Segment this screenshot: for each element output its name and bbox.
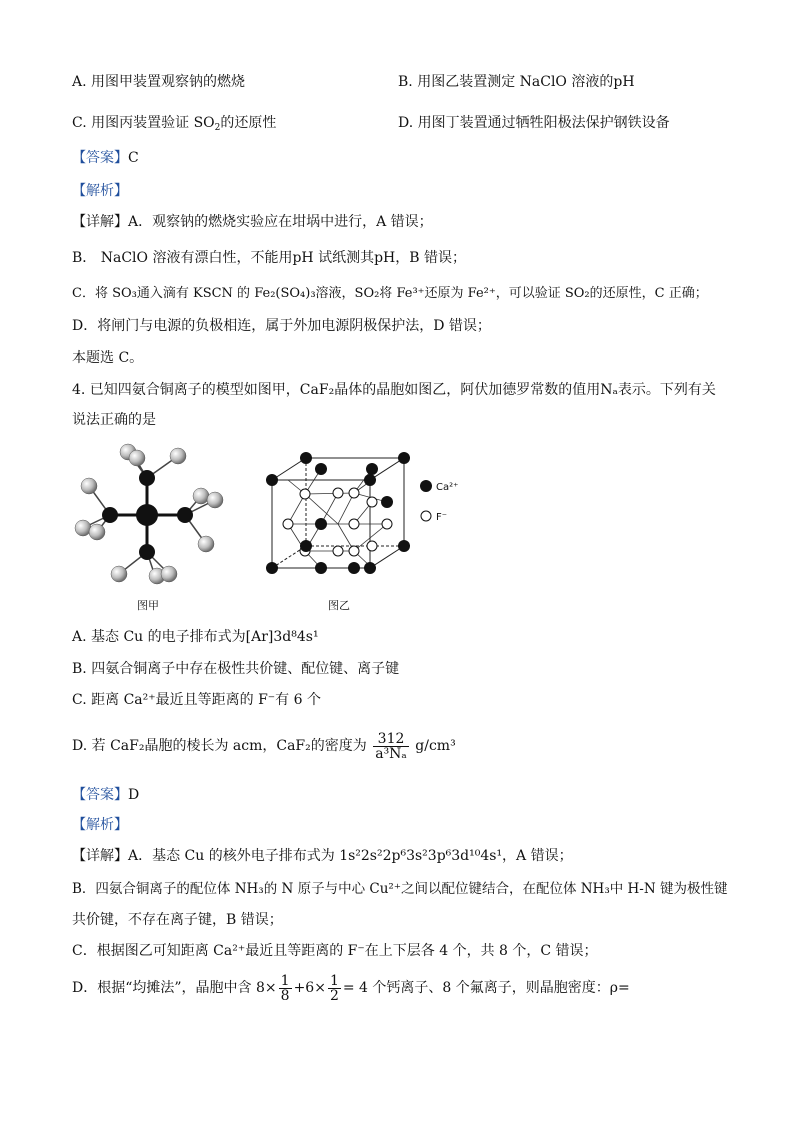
fraction-one-eighth: $\frac{1}{8}$ (280, 972, 290, 1004)
legend-ca-marker (420, 480, 432, 492)
legend-f-marker (421, 511, 431, 521)
detail-a: 【详解】A．观察钠的燃烧实验应在坩埚中进行，A 错误； (72, 214, 433, 230)
q4-detail-d: D．根据“均摊法”，晶胞中含 8× $\frac{1}{8}$ +6× $\frac{1}{2}$ = 4 个钙离子、8 个氟离子，则晶胞密度：ρ= (72, 972, 630, 1004)
fraction-one-half: $\frac{1}{2}$ (329, 972, 339, 1004)
option-b: B. 用图乙装置测定 NaClO 溶液的pH (398, 74, 635, 90)
option-a: A. 用图甲装置观察钠的燃烧 (72, 74, 246, 90)
fig1-caption: 图甲 (137, 599, 159, 612)
detail-conclusion: 本题选 C。 (72, 350, 144, 366)
q4-detail-b2: 共价键，不存在离子键，B 错误； (72, 912, 283, 928)
fig2-caption: 图乙 (328, 599, 350, 612)
fluoride-ions (283, 488, 392, 556)
figure-caf2-unit-cell (258, 452, 458, 582)
q4-analysis-label: 【解析】 (72, 817, 128, 833)
q4-option-c: C. 距离 Ca²⁺最近且等距离的 F⁻有 6 个 (72, 692, 321, 708)
option-c: C. 用图丙装置验证 $SO_2$的还原性 (72, 115, 277, 133)
q4-option-b: B. 四氨合铜离子中存在极性共价键、配位键、离子键 (72, 661, 400, 677)
q4-stem-line2: 说法正确的是 (72, 412, 156, 428)
q4-detail-c: C．根据图乙可知距离 Ca²⁺最近且等距离的 F⁻在上下层各 4 个，共 8 个，C 错误； (72, 943, 598, 959)
detail-d: D．将闸门与电源的负极相连，属于外加电源阴极保护法，D 错误； (72, 318, 491, 334)
q4-answer-line: 【答案】D (72, 787, 140, 803)
density-fraction: $\frac{312}{\text{a³Nₐ}}$ (375, 730, 407, 762)
q4-option-a: A. 基态 Cu 的电子排布式为[Ar]3d⁸4s¹ (72, 629, 319, 645)
q4-detail-a: 【详解】A．基态 Cu 的核外电子排布式为 1s²2s²2p⁶3s²3p⁶3d¹⁰4s¹，A 错误； (72, 848, 573, 864)
detail-c: C．将 SO₃通入滴有 KSCN 的 Fe₂(SO₄)₃溶液，SO₂将 Fe³⁺还原为 Fe²⁺，可以验证 SO₂的还原性，C 正确； (72, 286, 708, 301)
option-d: D. 用图丁装置通过牺牲阳极法保护钢铁设备 (398, 115, 670, 131)
figure-tetraammine-copper (70, 440, 230, 590)
copper-ion (136, 504, 158, 526)
legend-ca-label: Ca²⁺ (436, 482, 458, 493)
analysis-label: 【解析】 (72, 183, 128, 199)
q4-stem-line1: 4. 已知四氨合铜离子的模型如图甲，CaF₂晶体的晶胞如图乙，阿伏加德罗常数的值用Nₐ表示。下列有关 (72, 382, 716, 398)
legend-f-label: F⁻ (436, 512, 448, 523)
q4-option-d: D. 若 CaF₂晶胞的棱长为 acm，CaF₂的密度为 $\frac{312}{\text{a³Nₐ}}$ g/cm³ (72, 730, 456, 762)
detail-b: B． NaClO 溶液有漂白性，不能用pH 试纸测其pH，B 错误； (72, 250, 466, 266)
answer-line: 【答案】C (72, 150, 139, 166)
q4-detail-b1: B．四氨合铜离子的配位体 NH₃的 N 原子与中心 Cu²⁺之间以配位键结合，在配位体 NH₃中 H-N 键为极性键 (72, 881, 728, 897)
